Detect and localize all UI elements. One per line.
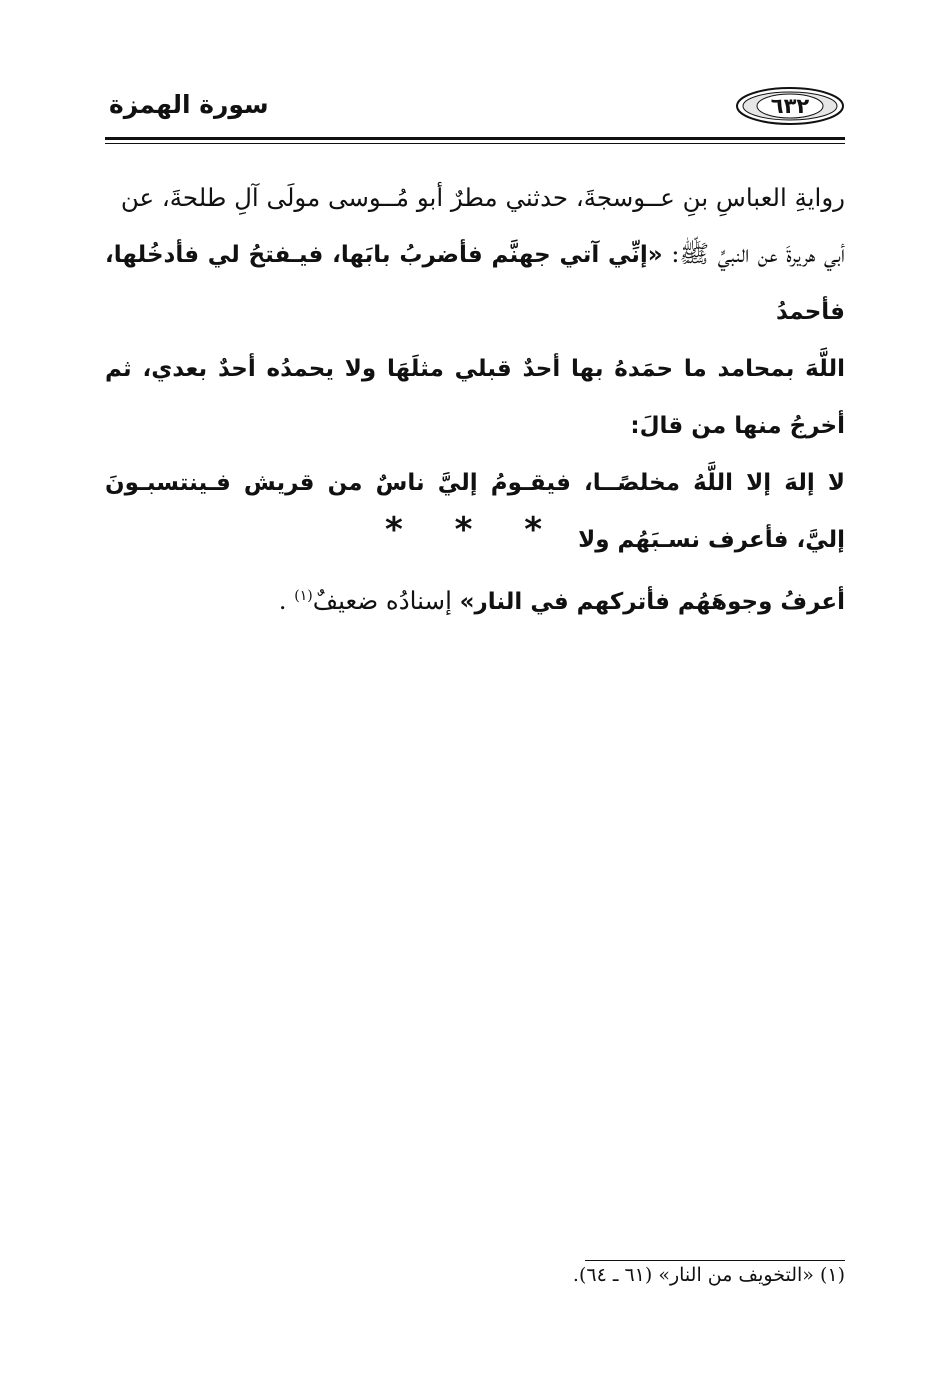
body-line: أعرفُ وجوهَهُم فأتركهم في النار» إسنادُه ضعيفٌ$^{(١)}$ .	[278, 586, 845, 616]
header-rule	[105, 137, 845, 140]
body-line: روايةِ العباسِ بنِ عــوسجةَ، حدثني مطرٌ أبو مُــوسى مولَى آلِ طلحةَ، عن	[120, 183, 845, 212]
section-separator: * * *	[384, 510, 562, 550]
body-line: اللَّهَ بمحامد ما حمَدهُ بها أحدٌ قبلي مثلَهَا ولا يحمدُه أحدٌ بعدي، ثم أخرجُ منها من قالَ:	[105, 356, 845, 439]
body-text	[105, 170, 845, 630]
body-line: لا إلهَ إلا اللَّهُ مخلصًــا، فيقـومُ إليَّ ناسٌ من قريش فـينتسبـونَ إليَّ، فأعرف نسـبَهُم ولا	[105, 470, 845, 553]
page-number: ٦٣٢	[770, 94, 810, 118]
footnote: (١) «التخويف من النار» (٦١ ـ ٦٤).	[572, 1264, 845, 1286]
body-line: أبي هريرةَ عن النبيِّ ﷺ: «إنِّي آتي جهنَّم فأضربُ بابَها، فيـفتحُ لي فأدخُلها، فأحمدُ	[105, 239, 845, 325]
footnote-rule	[585, 1260, 845, 1261]
page-number-badge	[735, 86, 845, 126]
footnote-marker: (١)	[294, 588, 313, 604]
page-header	[105, 80, 845, 140]
surah-title: سورة الهمزة	[109, 90, 269, 119]
header-rule-thin	[105, 143, 845, 144]
